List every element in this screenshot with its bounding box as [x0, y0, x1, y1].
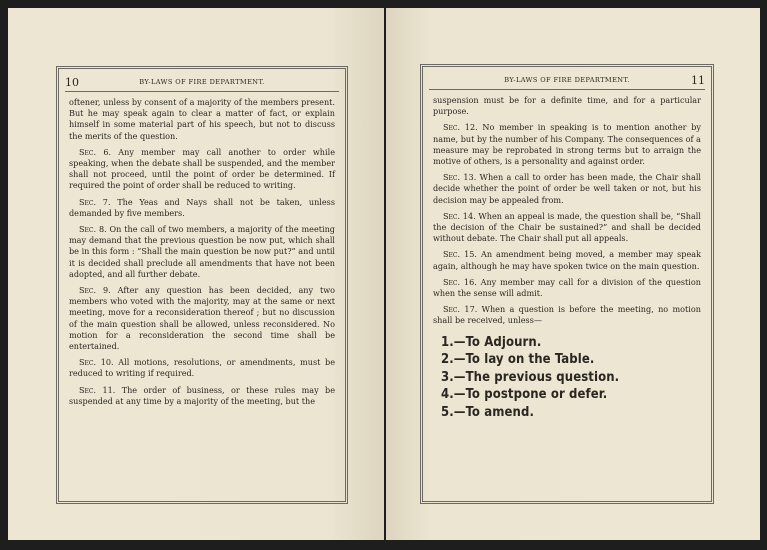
motion-item: 5.—To amend.: [441, 404, 534, 420]
right-running-head: BY-LAWS OF FIRE DEPARTMENT.: [504, 76, 630, 84]
motion-item: 2.—To lay on the Table.: [441, 352, 595, 368]
section-paragraph: Sec. 13. When a call to order has been made, the Chair shall decide whether the point of order be well taken or not, but his decision may be appealed from.: [433, 172, 701, 205]
section-label: Sec. 7.: [79, 196, 111, 207]
left-page-header: [65, 73, 339, 92]
motion-item: 4.—To postpone or defer.: [441, 387, 608, 403]
section-label: Sec. 6.: [79, 146, 112, 157]
section-paragraph: Sec. 8. On the call of two members, a majority of the meeting may demand that the previous question be now put, which shall be in this form : “Shall the main question be now put?” and until it is decided shall preclude all amendments that have not been adopted, and all further debate.: [69, 224, 335, 279]
section-paragraph: Sec. 7. The Yeas and Nays shall not be taken, unless demanded by five members.: [69, 196, 335, 218]
left-page-border: [56, 66, 348, 504]
right-page-number: 11: [690, 73, 705, 87]
right-page-header: [429, 71, 705, 90]
left-page-text: [69, 97, 335, 412]
section-paragraph: Sec. 17. When a question is before the meeting, no motion shall be received, unless—: [433, 304, 701, 326]
section-paragraph: Sec. 10. All motions, resolutions, or amendments, must be reduced to writing if required.: [69, 357, 335, 379]
section-label: Sec. 15.: [443, 249, 477, 260]
section-paragraph: Sec. 9. After any question has been decided, any two members who voted with the majority, may at the same or next meeting, move for a reconsideration thereof ; but no discussion of the main question shall be allowed, unless reconsidered. No motion for a reconsideration the second time shall be entertained.: [69, 285, 336, 352]
section-paragraph: Sec. 11. The order of business, or these rules may be suspended at any time by a majority of the meeting, but the: [69, 384, 335, 406]
right-page-text: [433, 95, 701, 421]
section-paragraph: Sec. 16. Any member may call for a division of the question when the sense will admit.: [433, 276, 701, 299]
motion-list: [441, 334, 701, 422]
paragraph: suspension must be for a definite time, and for a particular purpose.: [433, 95, 701, 117]
section-label: Sec. 11.: [79, 384, 116, 395]
section-label: Sec. 16.: [443, 276, 477, 287]
right-page: [386, 8, 760, 540]
section-label: Sec. 8.: [79, 224, 107, 235]
section-label: Sec. 10.: [79, 357, 114, 368]
paragraph: oftener, unless by consent of a majority of the members present. But he may speak again to clear a matter of fact, or explain himself in some material part of his speech, but not to discuss the merits of the question.: [69, 97, 335, 141]
section-label: Sec. 13.: [443, 172, 477, 183]
section-label: Sec. 12.: [443, 122, 478, 133]
motion-item: 1.—To Adjourn.: [441, 334, 542, 350]
section-label: Sec. 17.: [443, 304, 478, 315]
motion-item: 3.—The previous question.: [441, 369, 620, 385]
right-page-border: [420, 64, 714, 504]
section-paragraph: Sec. 12. No member in speaking is to mention another by name, but by the number of his Company. The consequences of a measure may be reprobated in strong terms but to arraign the motive of others, is a personality and against order.: [433, 122, 701, 167]
left-page-number: 10: [65, 75, 79, 89]
section-label: Sec. 14.: [443, 210, 476, 221]
left-running-head: BY-LAWS OF FIRE DEPARTMENT.: [139, 78, 265, 86]
section-label: Sec. 9.: [79, 285, 111, 296]
left-page: [8, 8, 384, 540]
section-paragraph: Sec. 15. An amendment being moved, a member may speak again, although he may have spoken twice on the main question.: [433, 249, 701, 271]
section-paragraph: Sec. 6. Any member may call another to order while speaking, when the debate shall be suspended, and the member shall not proceed, until the point of order be determined. If required the point of order shall be reduced to writing.: [69, 146, 335, 191]
section-paragraph: Sec. 14. When an appeal is made, the question shall be, “Shall the decision of the Chair be sustained?” and shall be decided without debate. The Chair shall put all appeals.: [433, 210, 701, 244]
